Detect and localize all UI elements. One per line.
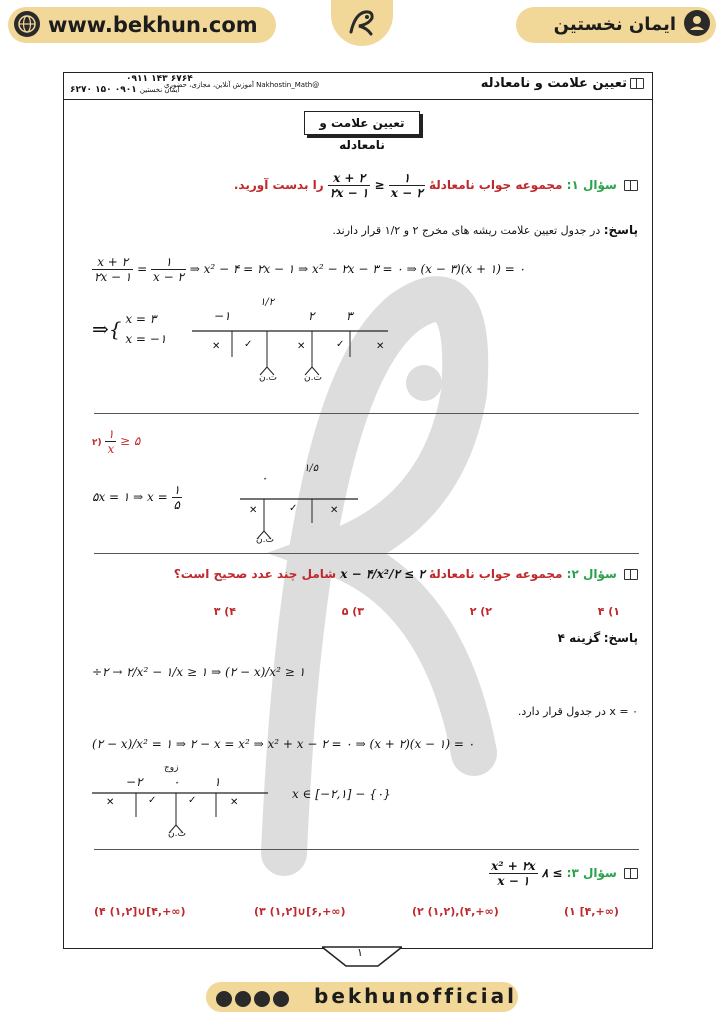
top-bar — [0, 0, 724, 50]
q1b-relation: ≥ ۵ — [120, 434, 141, 448]
q1-lhs-num: x + ۲ — [328, 171, 370, 186]
page-number: ۱ — [357, 946, 363, 959]
website-text: www.bekhun.com — [48, 13, 258, 37]
q1-eq-rhs-num: ۱ — [151, 255, 186, 270]
q1-eq-rhs — [151, 255, 186, 284]
q2-zog-label: زوج — [164, 763, 179, 773]
q2-answer-line — [558, 631, 638, 645]
book-icon — [624, 569, 638, 580]
question-2-inequality: ۲ ≥ ۲/x − ۴/x² — [340, 567, 425, 581]
q1b-sign-minus: ✕ — [249, 505, 258, 516]
footer-bar — [206, 982, 518, 1012]
q1-table-val-1: ۱/۲ — [260, 297, 275, 308]
youtube-icon[interactable] — [235, 991, 251, 1007]
instagram-icon[interactable] — [216, 991, 232, 1007]
phone-1: ۰۹۱۱ ۱۴۳ ۶۷۶۴ — [126, 74, 193, 84]
social-icons — [216, 988, 292, 1007]
worksheet-title-text: تعیین علامت و نامعادله — [480, 76, 627, 91]
q2-step2: (۲ − x)/x² = ۱ ⇒ ۲ − x = x² ⇒ x² + x − ۲ = ۰ ⇒ (x + ۲)(x − ۱) = ۰ — [92, 737, 475, 751]
book-icon — [624, 180, 638, 191]
logo-icon — [345, 6, 379, 40]
q1b-sign-check: ✓ — [289, 503, 298, 514]
telegram-handle: @Nakhostin_Math — [256, 81, 320, 89]
q2-sign-minus: ✕ — [106, 797, 115, 808]
section-title-box: تعیین علامت و نامعادله — [304, 111, 420, 135]
worksheet-header — [64, 73, 652, 100]
q2-result: x ∈ [−۲,۱] − {۰} — [292, 787, 391, 801]
q1-eq-lhs — [92, 255, 133, 284]
q1-relation: ≤ — [374, 178, 385, 192]
globe-icon — [14, 11, 40, 37]
q3-option-2[interactable]: (۲ (۱,۲),(۴,+∞) — [412, 905, 499, 918]
q1-sign-check: ✓ — [244, 339, 253, 350]
q1b-sign-minus: ✕ — [330, 505, 339, 516]
q1-sign-minus: ✕ — [297, 341, 306, 352]
q1-equation-line: $\frac{x + ۲}{۲x - ۱}$ = $\frac{۱}{x - ۲}$ ⇒ x² − ۴ = ۲x − ۱ ⇒ x² − ۲x − ۳ = ۰ ⇒ (x − ۳)(x + ۱) = ۰ — [94, 255, 526, 284]
q1-sign-minus: ✕ — [212, 341, 221, 352]
question-2-text-b: شامل چند عدد صحیح است؟ — [173, 567, 337, 581]
bekhun-logo — [331, 0, 393, 46]
footer-brand[interactable]: bekhunofficial — [314, 984, 517, 1008]
q1-eq-chain: ⇒ x² − ۴ = ۲x − ۱ ⇒ x² − ۲x − ۳ = ۰ ⇒ (x − ۳)(x + ۱) = ۰ — [189, 262, 526, 276]
q1-table-val-2: ۲ — [308, 309, 315, 323]
q1-roots: ⇒{ x = ۳ x = −۱ — [92, 309, 166, 349]
name-small: ایمان نخستین — [139, 86, 180, 94]
q1b-den: x — [107, 442, 115, 456]
q3-fraction — [489, 859, 537, 888]
q3-option-1[interactable]: (۱ [۴,+∞) — [564, 905, 619, 918]
q1-eq-lhs-den: ۲x − ۱ — [94, 270, 132, 284]
question-1-header — [234, 171, 638, 200]
q1-tn-label: ت.ن — [304, 373, 322, 383]
q1-eq-lhs-num: x + ۲ — [92, 255, 133, 270]
q1b-tn-label: ت.ن — [256, 535, 274, 545]
book-icon — [624, 868, 638, 879]
tagline-text: آموزش آنلاین، مجازی، حضوری — [164, 81, 254, 89]
aparat-icon[interactable] — [273, 991, 289, 1007]
q2-option-3[interactable]: ۵ (۳ — [341, 605, 364, 618]
q1b-label: ۲) — [92, 438, 102, 448]
q2-sign-check: ✓ — [148, 795, 157, 806]
author-text: ایمان نخستین — [553, 14, 676, 35]
author-name — [554, 7, 710, 43]
book-icon — [630, 78, 644, 89]
worksheet-title — [481, 76, 644, 91]
question-2-text-a: مجموعه جواب نامعادلهٔ — [428, 567, 563, 581]
q1-rhs-den: x − ۲ — [390, 186, 423, 200]
q3-relation: ≥ ۸ — [541, 866, 563, 880]
q3-option-4[interactable]: (۴ (۱,۲]∪[۴,+∞) — [94, 905, 186, 918]
question-2-number: سؤال ۲: — [566, 567, 617, 581]
worksheet-frame — [63, 72, 653, 949]
question-2-header — [174, 567, 638, 581]
q2-note: x = ۰ در جدول قرار دارد. — [517, 705, 638, 718]
question-1-text-b: را بدست آورید. — [233, 178, 324, 192]
q1-root-b: x = −۱ — [125, 332, 167, 346]
q3-option-3[interactable]: (۳ (۱,۲]∪[۶,+∞) — [254, 905, 346, 918]
q2-table-val-1: ۰ — [173, 775, 180, 789]
q2-step1: ÷۲ → ۲/x² − ۱/x ≥ ۱ ⇒ (۲ − x)/x² ≥ ۱ — [92, 665, 306, 679]
separator — [94, 553, 639, 554]
q1b-eq-num: ۱ — [173, 483, 180, 497]
q1b-eq-text: ۵x = ۱ ⇒ x = — [92, 490, 168, 504]
q1-eq-rhs-den: x − ۲ — [153, 270, 184, 284]
q2-option-4[interactable]: ۳ (۴ — [213, 605, 236, 618]
q1-lhs-den: ۲x − ۱ — [329, 186, 369, 200]
q1-sign-check: ✓ — [336, 339, 345, 350]
q1-answer-label: پاسخ: — [603, 223, 638, 237]
q1-table-val-0: −۱ — [214, 309, 231, 323]
q1b-equation — [92, 483, 182, 512]
q1b-eq-fraction — [172, 483, 182, 512]
q1b-eq-den: ۵ — [173, 498, 180, 512]
telegram-icon[interactable] — [254, 991, 270, 1007]
q1b-inequality — [92, 427, 140, 456]
question-1-number: سؤال ۱: — [566, 178, 617, 192]
separator — [94, 849, 639, 850]
q3-num: x² + ۲x — [491, 859, 536, 873]
q2-sign-check: ✓ — [188, 795, 197, 806]
separator — [94, 413, 639, 414]
q1b-num: ۱ — [105, 427, 116, 442]
question-3-header — [489, 859, 638, 888]
q2-answer-text: گزینه ۴ — [557, 631, 601, 645]
question-1-text-a: مجموعه جواب نامعادلهٔ — [428, 178, 563, 192]
q2-sign-table — [92, 773, 272, 853]
q2-table-val-0: −۲ — [126, 775, 143, 789]
q1-sign-minus: ✕ — [376, 341, 385, 352]
q2-table-val-2: ۱ — [214, 775, 221, 789]
phone-2: ۰۹۰۱ ۱۵۰ ۶۲۷۰ — [70, 85, 137, 95]
q1-root-a: x = ۳ — [125, 312, 157, 326]
question-3-number: سؤال ۳: — [566, 866, 617, 880]
q1-lhs-fraction — [328, 171, 370, 200]
q2-option-1[interactable]: ۴ (۱ — [597, 605, 620, 618]
q1b-table-val-1: ۱/۵ — [304, 463, 319, 474]
user-icon — [684, 10, 710, 36]
q1-table-val-3: ۳ — [346, 309, 353, 323]
q1b-fraction — [105, 427, 116, 456]
q1-rhs-fraction — [389, 171, 425, 200]
q2-sign-minus: ✕ — [230, 797, 239, 808]
q1b-table-val-0: ۰ — [261, 471, 268, 485]
q2-tn-label: ت.ن — [168, 829, 186, 839]
q2-option-2[interactable]: ۲ (۲ — [469, 605, 492, 618]
q1-rhs-num: ۱ — [389, 171, 425, 186]
q3-den: x − ۱ — [497, 874, 530, 888]
q1-answer-text: در جدول تعیین علامت ریشه های مخرج ۲ و ۱/۲ قرار دارند. — [332, 224, 601, 237]
q2-answer-label: پاسخ: — [603, 631, 638, 645]
website-link[interactable] — [14, 7, 258, 43]
phone-block — [70, 74, 193, 96]
q1-tn-label: ت.ن — [259, 373, 277, 383]
q1-answer-line — [332, 223, 638, 237]
